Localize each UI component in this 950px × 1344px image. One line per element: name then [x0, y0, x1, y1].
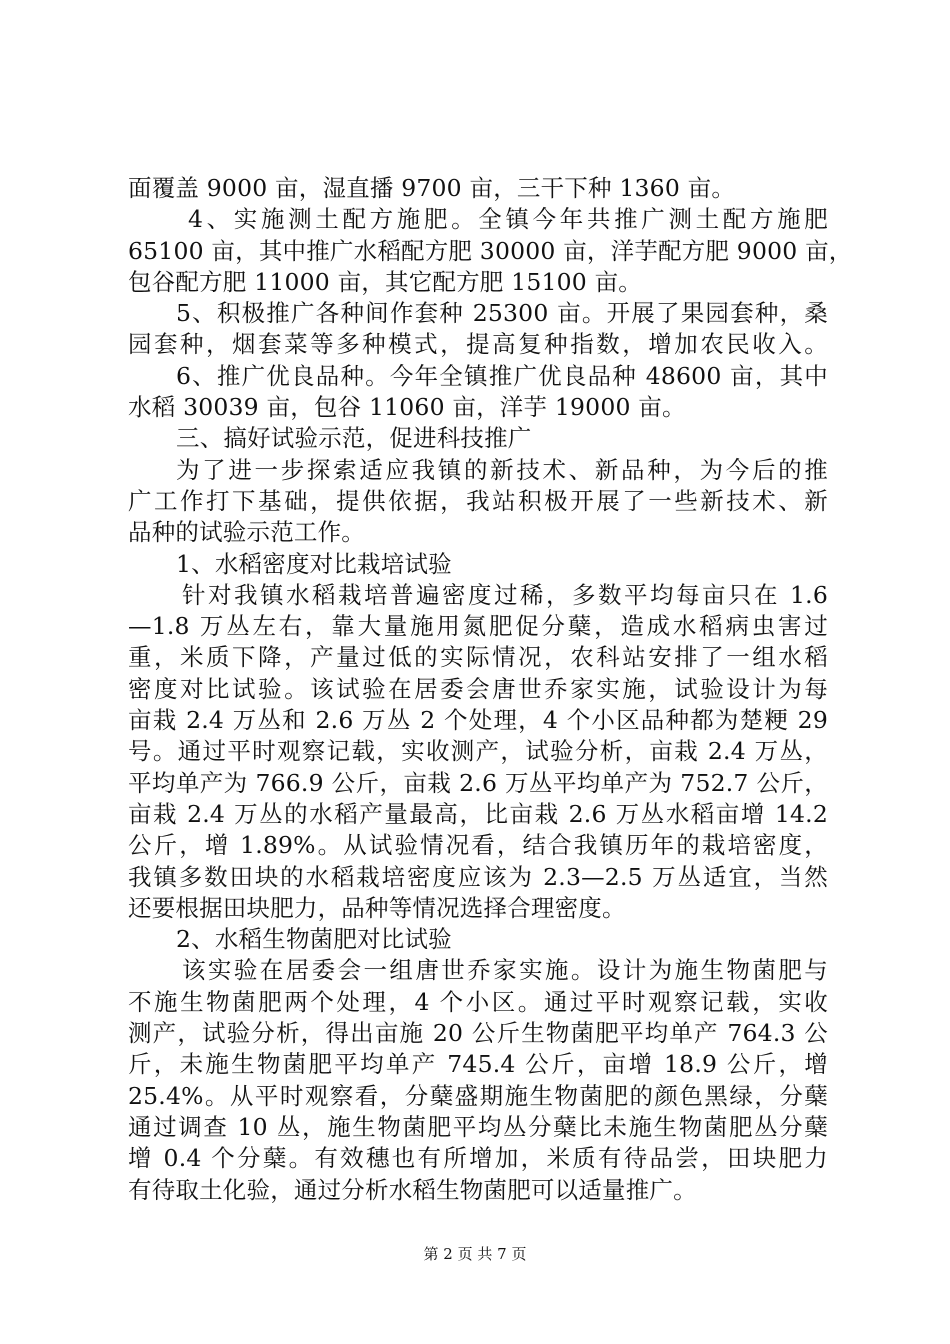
text-line: 广工作打下基础，提供依据，我站积极开展了一些新技术、新	[128, 486, 828, 515]
text-line: 1、水稻密度对比栽培试验	[176, 549, 452, 578]
text-line: 亩栽 2.4 万丛的水稻产量最高，比亩栽 2.6 万丛水稻亩增 14.2	[128, 799, 828, 828]
text-line: 我镇多数田块的水稻栽培密度应该为 2.3—2.5 万丛适宜，当然	[128, 862, 828, 891]
text-line: 65100 亩，其中推广水稻配方肥 30000 亩，洋芋配方肥 9000 亩，	[128, 236, 853, 265]
text-line: 6、推广优良品种。今年全镇推广优良品种 48600 亩，其中	[176, 361, 828, 390]
text-line: 还要根据田块肥力，品种等情况选择合理密度。	[128, 893, 626, 922]
text-line: 通过调查 10 丛，施生物菌肥平均丛分蘖比未施生物菌肥丛分蘖	[128, 1112, 828, 1141]
text-line: 为了进一步探索适应我镇的新技术、新品种，为今后的推	[176, 455, 828, 484]
text-line: 2、水稻生物菌肥对比试验	[176, 925, 452, 954]
page-footer: 第 2 页 共 7 页	[423, 1245, 527, 1263]
text-line: 针对我镇水稻栽培普遍密度过稀，多数平均每亩只在 1.6	[182, 580, 828, 609]
text-line: 品种的试验示范工作。	[128, 518, 365, 547]
text-line: —1.8 万丛左右，靠大量施用氮肥促分蘖，造成水稻病虫害过	[128, 612, 828, 641]
text-line: 测产，试验分析，得出亩施 20 公斤生物菌肥平均单产 764.3 公	[128, 1019, 828, 1048]
text-line: 不施生物菌肥两个处理，4 个小区。通过平时观察记载，实收	[128, 987, 828, 1016]
text-line: 5、积极推广各种间作套种 25300 亩。开展了果园套种，桑	[176, 299, 828, 328]
text-line: 号。通过平时观察记载，实收测产，试验分析，亩栽 2.4 万丛，	[128, 737, 828, 766]
text-line: 包谷配方肥 11000 亩，其它配方肥 15100 亩。	[128, 267, 642, 296]
text-line: 斤，未施生物菌肥平均单产 745.4 公斤，亩增 18.9 公斤，增	[128, 1050, 828, 1079]
body-text	[128, 173, 853, 1206]
text-line: 4、实施测土配方施肥。全镇今年共推广测土配方施肥	[188, 205, 828, 234]
text-line: 公斤，增 1.89%。从试验情况看，结合我镇历年的栽培密度，	[128, 831, 828, 860]
text-line: 增 0.4 个分蘖。有效穗也有所增加，米质有待品尝，田块肥力	[128, 1144, 828, 1173]
text-line: 园套种，烟套菜等多种模式，提高复种指数，增加农民收入。	[128, 330, 828, 359]
text-line: 重，米质下降，产量过低的实际情况，农科站安排了一组水稻	[128, 643, 828, 672]
text-line: 平均单产为 766.9 公斤，亩栽 2.6 万丛平均单产为 752.7 公斤，	[128, 768, 828, 797]
text-line: 亩栽 2.4 万丛和 2.6 万丛 2 个处理，4 个小区品种都为楚粳 29	[128, 706, 828, 735]
text-line: 该实验在居委会一组唐世乔家实施。设计为施生物菌肥与	[182, 956, 828, 985]
text-line: 有待取土化验，通过分析水稻生物菌肥可以适量推广。	[128, 1175, 697, 1204]
text-line: 水稻 30039 亩，包谷 11060 亩，洋芋 19000 亩。	[128, 393, 686, 422]
text-line: 面覆盖 9000 亩，湿直播 9700 亩，三干下种 1360 亩。	[128, 174, 736, 202]
text-line: 25.4%。从平时观察看，分蘖盛期施生物菌肥的颜色黑绿，分蘖	[128, 1081, 828, 1110]
text-line: 密度对比试验。该试验在居委会唐世乔家实施，试验设计为每	[128, 674, 828, 703]
text-line: 三、搞好试验示范，促进科技推广	[176, 424, 532, 453]
